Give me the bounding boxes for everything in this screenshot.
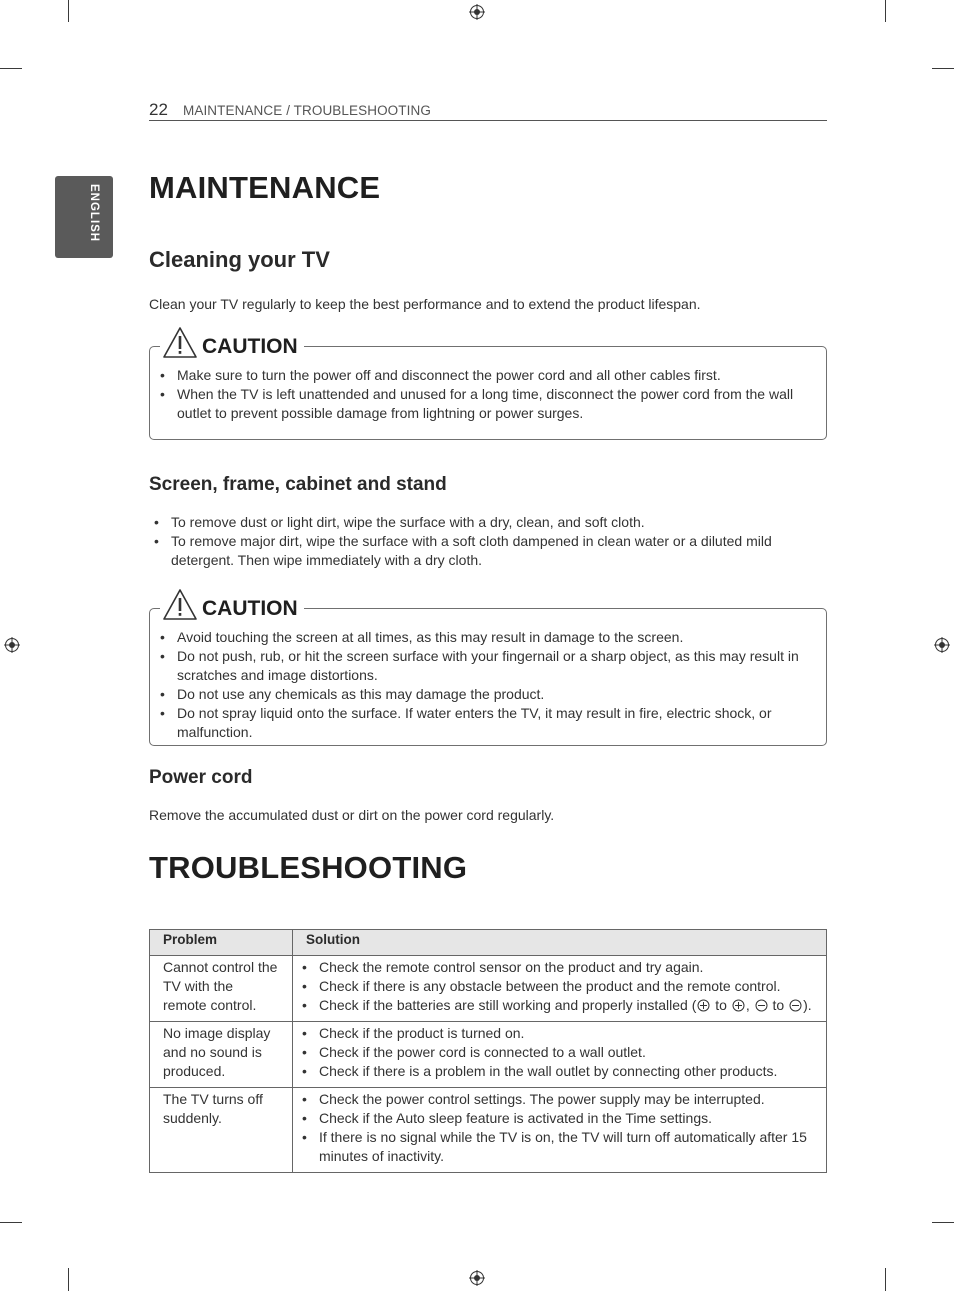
solution-list — [298, 958, 816, 1015]
troubleshooting-title: TROUBLESHOOTING — [149, 850, 468, 885]
minus-terminal-icon — [789, 999, 802, 1012]
table-row — [150, 1088, 827, 1173]
screen-title: Screen, frame, cabinet and stand — [149, 474, 447, 495]
registration-mark-icon — [469, 1270, 485, 1286]
language-tab-label: ENGLISH — [88, 184, 100, 243]
solution-cell — [293, 956, 827, 1022]
warning-triangle-icon — [162, 326, 198, 359]
warning-triangle-icon — [162, 588, 198, 621]
cleaning-intro: Clean your TV regularly to keep the best performance and to extend the product lifespan. — [149, 296, 701, 312]
list-item: • Check the remote control sensor on the product and try again. — [298, 958, 816, 977]
minus-terminal-icon — [755, 999, 768, 1012]
registration-mark-icon — [4, 637, 20, 653]
list-item: • Check if the Auto sleep feature is activated in the Time settings. — [298, 1109, 816, 1128]
list-item: • Do not use any chemicals as this may damage the product. — [155, 685, 815, 704]
table-row — [150, 956, 827, 1022]
list-item: • To remove major dirt, wipe the surface with a soft cloth dampened in clean water or a diluted mild detergent. Then wipe immediately with a dry cloth. — [149, 532, 804, 570]
list-item: • Check if the power cord is connected to a wall outlet. — [298, 1043, 816, 1062]
crop-mark — [68, 1268, 69, 1291]
battery-text-suffix: ). — [803, 997, 812, 1013]
plus-terminal-icon — [697, 999, 710, 1012]
caution-list-screen — [155, 628, 815, 742]
list-item: • Make sure to turn the power off and disconnect the power cord and all other cables first. — [155, 366, 805, 385]
battery-text-to: to — [711, 997, 731, 1013]
caution-text: CAUTION — [202, 597, 298, 620]
problem-cell: The TV turns off suddenly. — [150, 1088, 293, 1173]
crop-mark — [68, 0, 69, 22]
header-title: MAINTENANCE / TROUBLESHOOTING — [183, 103, 431, 118]
registration-mark-icon — [469, 4, 485, 20]
crop-mark — [932, 1222, 954, 1223]
list-item: • Check if there is any obstacle between the product and the remote control. — [298, 977, 816, 996]
table-row — [150, 1022, 827, 1088]
cleaning-title: Cleaning your TV — [149, 247, 330, 272]
maintenance-title: MAINTENANCE — [149, 170, 381, 205]
list-item: • Do not push, rub, or hit the screen surface with your fingernail or a sharp object, as this may result in scratches and image distortions. — [155, 647, 815, 685]
list-item: • Avoid touching the screen at all times, as this may result in damage to the screen. — [155, 628, 815, 647]
caution-label — [160, 585, 304, 621]
caution-box-screen — [149, 597, 827, 746]
crop-mark — [932, 68, 954, 69]
caution-text: CAUTION — [202, 335, 298, 358]
crop-mark — [885, 0, 886, 22]
table-header-row — [150, 930, 827, 956]
solution-cell — [293, 1022, 827, 1088]
screen-list — [149, 513, 804, 570]
crop-mark — [0, 1222, 22, 1223]
list-item: • Check the power control settings. The power supply may be interrupted. — [298, 1090, 816, 1109]
caution-label — [160, 323, 304, 359]
solution-list — [298, 1090, 816, 1166]
plus-terminal-icon — [732, 999, 745, 1012]
battery-text-comma: , — [745, 997, 754, 1013]
page-number: 22 — [149, 100, 168, 119]
registration-mark-icon — [934, 637, 950, 653]
troubleshooting-table — [149, 929, 827, 1173]
caution-box-cleaning — [149, 335, 827, 440]
power-cord-title: Power cord — [149, 767, 253, 788]
caution-list-cleaning — [155, 366, 805, 423]
problem-cell: Cannot control the TV with the remote control. — [150, 956, 293, 1022]
list-item: • Do not spray liquid onto the surface. If water enters the TV, it may result in fire, electric shock, or malfunction. — [155, 704, 815, 742]
solution-header: Solution — [293, 930, 827, 956]
list-item — [298, 996, 816, 1015]
battery-text-to: to — [768, 997, 789, 1013]
list-item: • If there is no signal while the TV is on, the TV will turn off automatically after 15 minutes of inactivity. — [298, 1128, 816, 1166]
list-item: • When the TV is left unattended and unused for a long time, disconnect the power cord from the wall outlet to prevent possible damage from lightning or power surges. — [155, 385, 805, 423]
problem-cell: No image display and no sound is produced. — [150, 1022, 293, 1088]
crop-mark — [0, 68, 22, 69]
list-item: • Check if the product is turned on. — [298, 1024, 816, 1043]
list-item: • Check if there is a problem in the wall outlet by connecting other products. — [298, 1062, 816, 1081]
list-item: • To remove dust or light dirt, wipe the surface with a dry, clean, and soft cloth. — [149, 513, 804, 532]
battery-text-prefix: Check if the batteries are still working and properly installed ( — [319, 997, 697, 1013]
page-header — [149, 98, 827, 121]
problem-header: Problem — [150, 930, 293, 956]
solution-list — [298, 1024, 816, 1081]
language-tab — [55, 176, 113, 258]
solution-cell — [293, 1088, 827, 1173]
power-cord-text: Remove the accumulated dust or dirt on the power cord regularly. — [149, 807, 555, 823]
crop-mark — [885, 1268, 886, 1291]
